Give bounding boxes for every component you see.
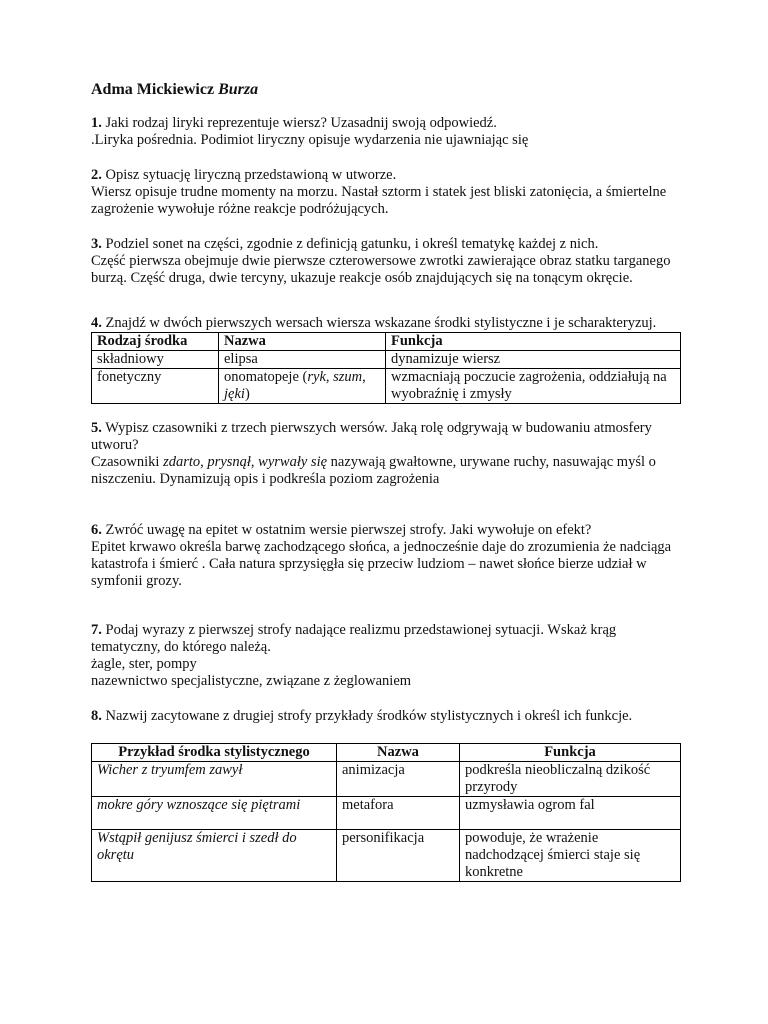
question-text: Wypisz czasowniki z trzech pierwszych wersów. Jaką rolę odgrywają w budowaniu atmosfery utworu?	[91, 420, 652, 454]
question-text: Opisz sytuację liryczną przedstawioną w utworze.	[105, 167, 397, 184]
question-5	[91, 420, 681, 488]
table-cell: Wstąpił genijusz śmierci i szedł do okrętu	[92, 830, 337, 882]
cell-text: )	[244, 386, 250, 403]
question-number: 2.	[91, 167, 102, 184]
document-title	[91, 80, 681, 99]
answer-text: nazewnictwo specjalistyczne, związane z żeglowaniem	[91, 673, 412, 690]
answer-italic: wyrwały się	[258, 454, 328, 471]
question-number: 6.	[91, 522, 102, 539]
question-4	[91, 315, 681, 404]
answer-text: .Liryka pośrednia. Podimiot liryczny opisuje wydarzenia nie ujawniając się	[91, 132, 529, 149]
devices-table-2	[91, 743, 681, 882]
question-text: Podaj wyrazy z pierwszej strofy nadające realizmu przedstawionej sytuacji. Wskaż krąg tematyczny, do którego należą.	[91, 622, 617, 656]
cell-text-italic: szum	[333, 369, 363, 386]
header-cell: Rodzaj środka	[92, 333, 219, 351]
table-row	[92, 830, 681, 882]
document-page	[91, 80, 681, 900]
table-cell	[219, 369, 386, 404]
question-7	[91, 622, 681, 690]
question-text: Znajdź w dwóch pierwszych wersach wiersza wskazane środki stylistyczne i je scharakteryzuj.	[105, 315, 657, 332]
table-cell: elipsa	[219, 351, 386, 369]
table-cell: metafora	[337, 797, 460, 830]
answer-text: Epitet krwawo określa barwę zachodzącego słońca, a jednocześnie daje do zrozumienia że nadciąga katastrofa i śmierć . Cała natura sprzysięgła się przeciw ludziom – nawet słońce bierze udział w symfonii grozy.	[91, 539, 672, 590]
cell-text: onomatopeje (	[224, 369, 308, 386]
question-number: 5.	[91, 420, 102, 437]
question-6	[91, 522, 681, 590]
question-number: 7.	[91, 622, 102, 639]
table-row	[92, 369, 681, 404]
cell-text: ,	[325, 369, 334, 386]
header-cell: Nazwa	[219, 333, 386, 351]
question-2	[91, 167, 681, 218]
header-cell: Przykład środka stylistycznego	[92, 744, 337, 762]
question-text: Nazwij zacytowane z drugiej strofy przykłady środków stylistycznych i określ ich funkcje.	[105, 708, 633, 725]
title-work: Burza	[218, 81, 259, 98]
question-3	[91, 236, 681, 287]
answer-segment: nazywają gwałtowne, urywane ruchy, nasuwając myśl o niszczeniu. Dynamizują opis i podkreśla poziom zagrożenia	[91, 454, 656, 488]
title-author: Adma Mickiewicz	[91, 81, 215, 98]
question-number: 8.	[91, 708, 102, 725]
table-cell: animizacja	[337, 762, 460, 797]
answer-text: żagle, ster, pompy	[91, 656, 197, 673]
answer-text: Część pierwsza obejmuje dwie pierwsze czterowersowe zwrotki zawierające obraz statku targanego burzą. Część druga, dwie tercyny, ukazuje reakcje osób znajdujących się na tonącym okręcie.	[91, 253, 671, 287]
answer-text	[91, 454, 681, 488]
answer-italic: zdarto	[163, 454, 201, 471]
table-cell: powoduje, że wrażenie nadchodzącej śmierci staje się konkretne	[460, 830, 681, 882]
table-header-row	[92, 333, 681, 351]
question-text: Jaki rodzaj liryki reprezentuje wiersz? Uzasadnij swoją odpowiedź.	[105, 115, 497, 132]
answer-italic: prysnął	[207, 454, 251, 471]
header-cell: Funkcja	[386, 333, 681, 351]
answer-segment: ,	[250, 454, 259, 471]
table-row	[92, 351, 681, 369]
table-cell: fonetyczny	[92, 369, 219, 404]
header-cell: Nazwa	[337, 744, 460, 762]
question-number: 3.	[91, 236, 102, 253]
question-text: Zwróć uwagę na epitet w ostatnim wersie pierwszej strofy. Jaki wywołuje on efekt?	[105, 522, 592, 539]
table-cell: uzmysławia ogrom fal	[460, 797, 681, 830]
answer-segment: ,	[200, 454, 208, 471]
question-number: 4.	[91, 315, 102, 332]
question-text: Podziel sonet na części, zgodnie z definicją gatunku, i określ tematykę każdej z nich.	[105, 236, 599, 253]
answer-segment: Czasowniki	[91, 454, 164, 471]
table-cell: mokre góry wznoszące się piętrami	[92, 797, 337, 830]
question-8	[91, 708, 681, 882]
table-row	[92, 762, 681, 797]
table-cell: personifikacja	[337, 830, 460, 882]
devices-table-1	[91, 332, 681, 404]
header-cell: Funkcja	[460, 744, 681, 762]
table-cell: składniowy	[92, 351, 219, 369]
question-1	[91, 115, 681, 149]
answer-text: Wiersz opisuje trudne momenty na morzu. Nastał sztorm i statek jest bliski zatonięcia, a śmiertelne zagrożenie wywołuje różne reakcje podróżujących.	[91, 184, 667, 218]
table-header-row	[92, 744, 681, 762]
table-cell: podkreśla nieobliczalną dzikość przyrody	[460, 762, 681, 797]
question-number: 1.	[91, 115, 102, 132]
table-cell: Wicher z tryumfem zawył	[92, 762, 337, 797]
cell-text-italic: ryk	[307, 369, 326, 386]
table-cell: wzmacniają poczucie zagrożenia, oddziałują na wyobraźnię i zmysły	[386, 369, 681, 404]
cell-text: ,	[362, 369, 366, 386]
cell-text-italic: jęki	[224, 386, 245, 403]
table-row	[92, 797, 681, 830]
table-cell: dynamizuje wiersz	[386, 351, 681, 369]
